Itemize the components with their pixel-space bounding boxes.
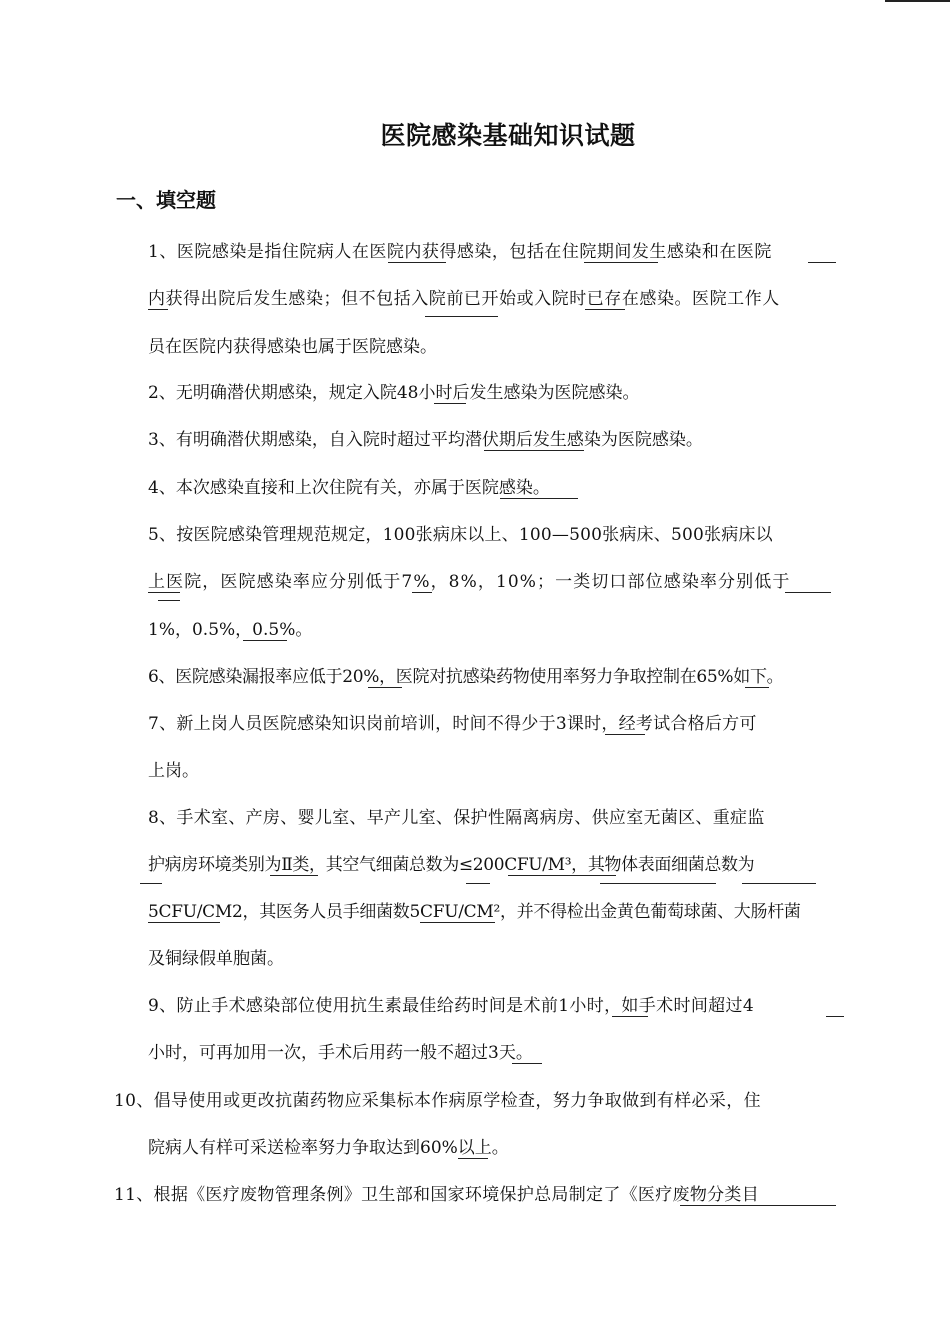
answer-underline (585, 309, 625, 310)
question-3-line: 3、有明确潜伏期感染，自入院时超过平均潜伏期后发生感染为医院感染。 (148, 430, 703, 450)
answer-underline (434, 403, 466, 404)
question-8-line-3: 5CFU/CM2，其医务人员手细菌数5CFU/CM²，并不得检出金黄色葡萄球菌、大肠杆菌 (148, 902, 801, 922)
answer-underline (484, 450, 584, 451)
question-8-line-2: 护病房环境类别为Ⅱ类，其空气细菌总数为≤200CFU/M³，其物体表面细菌总数为 (148, 855, 755, 875)
answer-underline (148, 922, 220, 923)
answer-underline (148, 592, 180, 593)
question-7-line-2: 上岗。 (148, 761, 199, 781)
answer-underline (600, 883, 716, 884)
answer-underline (584, 262, 658, 263)
question-10-line-2: 院病人有样可采送检率努力争取达到60%以上。 (148, 1138, 509, 1158)
question-2-line: 2、无明确潜伏期感染，规定入院48小时后发生感染为医院感染。 (148, 383, 640, 403)
answer-underline (140, 883, 162, 884)
answer-underline (466, 883, 490, 884)
answer-underline (785, 592, 831, 593)
question-5-line-1: 5、按医院感染管理规范规定，100张病床以上、100—500张病床、500张病床以 (148, 525, 773, 545)
answer-underline (808, 262, 836, 263)
answer-underline (458, 1158, 488, 1159)
answer-underline (500, 498, 578, 499)
question-9-line-2: 小时，可再加用一次，手术后用药一般不超过3天。 (148, 1043, 533, 1063)
section-heading: 一、填空题 (116, 188, 216, 212)
question-7-line-1: 7、新上岗人员医院感染知识岗前培训，时间不得少于3课时，经考试合格后方可 (148, 714, 757, 734)
answer-underline (148, 309, 168, 310)
question-5-line-2: 上医院，医院感染率应分别低于7%，8%，10%；一类切口部位感染率分别低于 (148, 572, 791, 592)
question-11-line-1: 11、根据《医疗废物管理条例》卫生部和国家环境保护总局制定了《医疗废物分类目 (114, 1185, 760, 1205)
question-8-line-4: 及铜绿假单胞菌。 (148, 949, 284, 969)
question-10-line-1: 10、倡导使用或更改抗菌药物应采集标本作病原学检查，努力争取做到有样必采，住 (114, 1091, 761, 1111)
answer-underline (412, 592, 432, 593)
answer-underline (425, 316, 498, 317)
page-title: 医院感染基础知识试题 (380, 121, 636, 150)
question-1-line-2: 内获得出院后发生感染；但不包括入院前已开始或入院时已存在感染。医院工作人 (148, 289, 780, 309)
answer-underline (158, 600, 180, 601)
answer-underline (388, 262, 446, 263)
answer-underline (270, 875, 318, 876)
question-5-line-3: 1%，0.5%，0.5%。 (148, 620, 313, 640)
question-1-line-3: 员在医院内获得感染也属于医院感染。 (148, 337, 437, 357)
answer-underline (680, 1205, 836, 1206)
answer-underline (612, 1016, 648, 1017)
question-4-line: 4、本次感染直接和上次住院有关，亦属于医院感染。 (148, 478, 550, 498)
answer-underline (512, 1063, 542, 1064)
question-6-line: 6、医院感染漏报率应低于20%，医院对抗感染药物使用率努力争取控制在65%如下。 (148, 667, 784, 687)
question-9-line-1: 9、防止手术感染部位使用抗生素最佳给药时间是术前1小时，如手术时间超过4 (148, 996, 755, 1016)
answer-underline (243, 640, 287, 641)
page-top-rule (885, 0, 950, 2)
answer-underline (368, 687, 402, 688)
answer-underline (745, 687, 769, 688)
question-1-line-1: 1、医院感染是指住院病人在医院内获得感染，包括在住院期间发生感染和在医院 (148, 242, 772, 262)
answer-underline (826, 1016, 844, 1017)
answer-underline (508, 875, 616, 876)
answer-underline (742, 883, 816, 884)
answer-underline (605, 734, 645, 735)
question-8-line-1: 8、手术室、产房、婴儿室、早产儿室、保护性隔离病房、供应室无菌区、重症监 (148, 808, 765, 828)
answer-underline (420, 922, 495, 923)
